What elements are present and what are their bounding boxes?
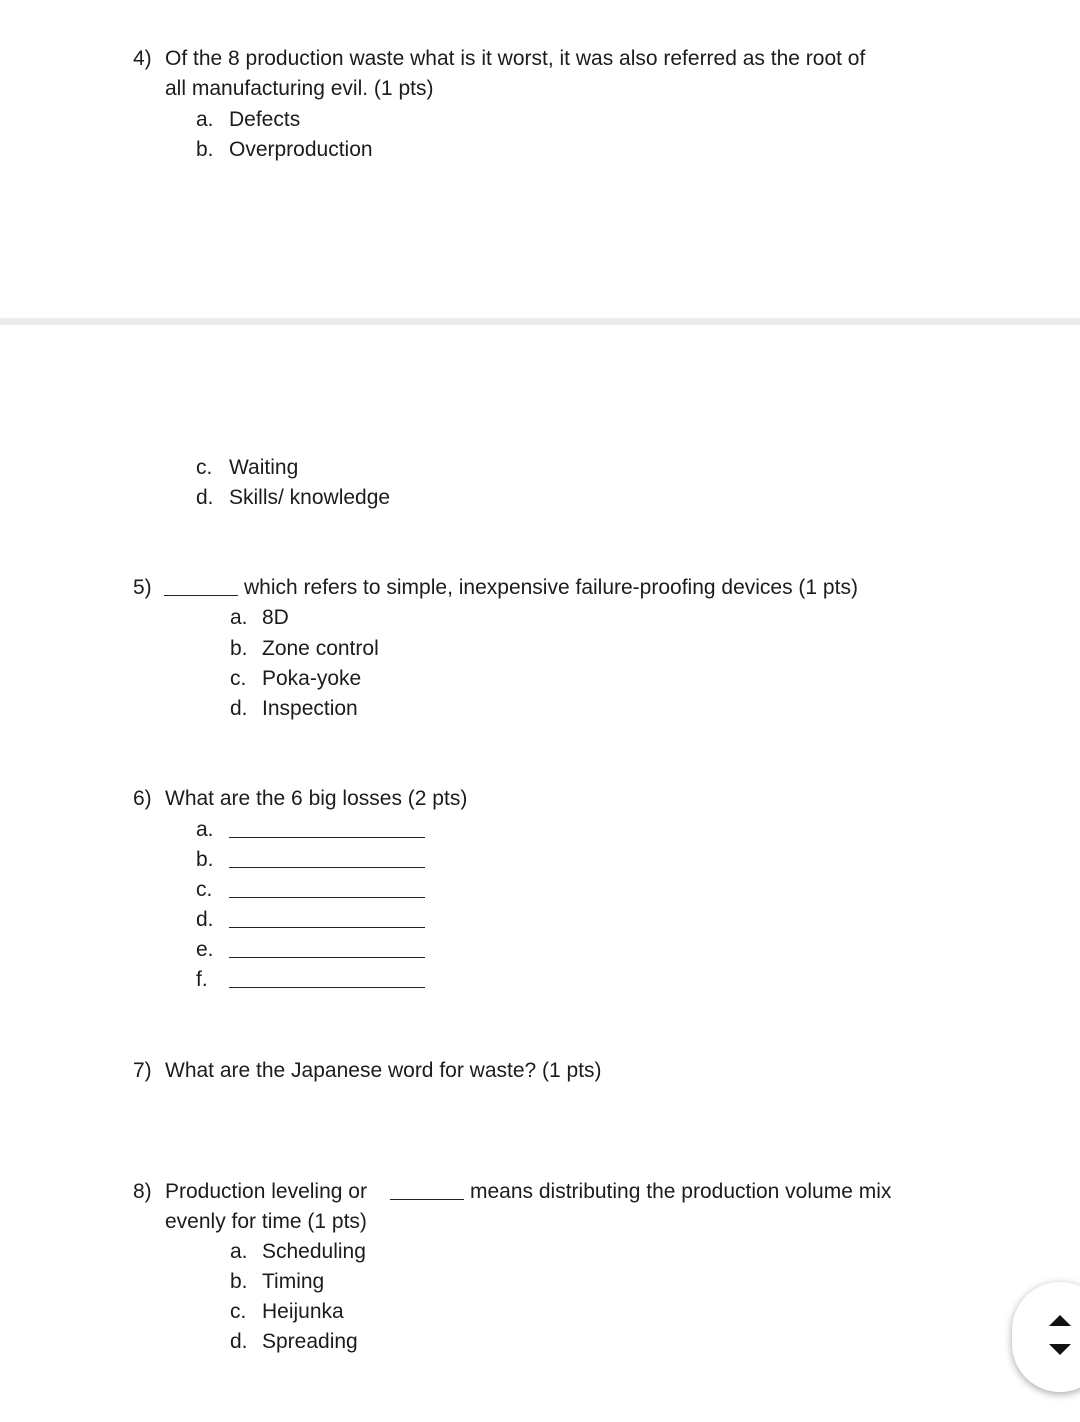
option-letter: b. <box>196 138 214 161</box>
option-letter: b. <box>196 848 214 871</box>
question-text-continued: all manufacturing evil. (1 pts) <box>165 77 434 100</box>
answer-blank <box>229 818 425 838</box>
question-number: 8) <box>133 1180 152 1203</box>
question-number: 5) <box>133 576 152 599</box>
triangle-up-icon[interactable] <box>1049 1315 1071 1326</box>
option-text: Poka-yoke <box>262 667 362 690</box>
option-text: Defects <box>229 108 301 131</box>
option-letter: c. <box>230 1300 247 1323</box>
answer-blank <box>229 878 425 898</box>
question-text-after-blank: means distributing the production volume mix <box>470 1180 892 1203</box>
option-letter: a. <box>196 818 214 841</box>
option-letter: c. <box>196 456 213 479</box>
page-separator <box>0 318 1080 325</box>
answer-blank <box>229 908 425 928</box>
option-letter: d. <box>230 1330 248 1353</box>
option-letter: a. <box>196 108 214 131</box>
option-text: Waiting <box>229 456 299 479</box>
option-letter: c. <box>196 878 213 901</box>
option-letter: b. <box>230 637 248 660</box>
question-text: which refers to simple, inexpensive failure-proofing devices (1 pts) <box>244 576 858 599</box>
answer-blank <box>229 938 425 958</box>
option-letter: a. <box>230 1240 248 1263</box>
option-text: Skills/ knowledge <box>229 486 391 509</box>
option-letter: d. <box>196 908 214 931</box>
option-text: Scheduling <box>262 1240 366 1263</box>
option-text: Spreading <box>262 1330 358 1353</box>
answer-blank <box>390 1180 464 1200</box>
question-text: What are the 6 big losses (2 pts) <box>165 787 468 810</box>
question-text: What are the Japanese word for waste? (1 pts) <box>165 1059 602 1082</box>
option-letter: d. <box>230 697 248 720</box>
option-letter: e. <box>196 938 214 961</box>
option-text: Overproduction <box>229 138 373 161</box>
option-text: Inspection <box>262 697 358 720</box>
question-text: Production leveling or <box>165 1180 367 1203</box>
option-letter: c. <box>230 667 247 690</box>
option-text: 8D <box>262 606 289 629</box>
option-text: Timing <box>262 1270 325 1293</box>
answer-blank <box>229 848 425 868</box>
question-text: Of the 8 production waste what is it worst, it was also referred as the root of <box>165 47 866 70</box>
option-letter: d. <box>196 486 214 509</box>
answer-blank <box>164 576 238 596</box>
option-letter: f. <box>196 968 208 991</box>
option-letter: b. <box>230 1270 248 1293</box>
option-text: Heijunka <box>262 1300 344 1323</box>
question-number: 6) <box>133 787 152 810</box>
page-nav-widget[interactable] <box>1012 1282 1080 1392</box>
triangle-down-icon[interactable] <box>1049 1344 1071 1355</box>
question-number: 7) <box>133 1059 152 1082</box>
option-letter: a. <box>230 606 248 629</box>
question-text-continued: evenly for time (1 pts) <box>165 1210 367 1233</box>
answer-blank <box>229 968 425 988</box>
question-number: 4) <box>133 47 152 70</box>
option-text: Zone control <box>262 637 379 660</box>
